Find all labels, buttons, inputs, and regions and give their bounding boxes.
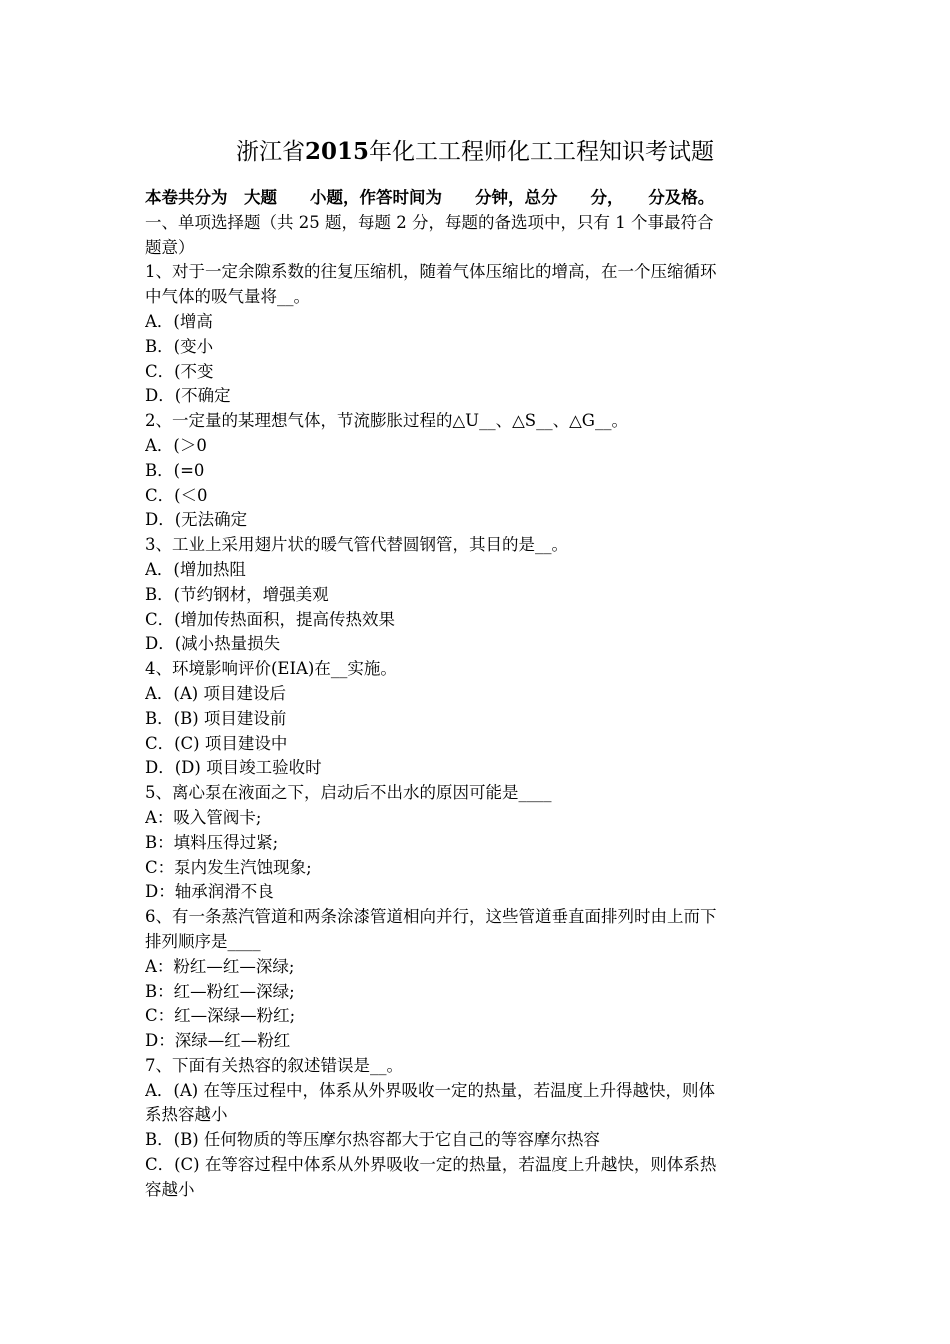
- question-3-stem: 3、工业上采用翅片状的暖气管代替圆钢管，其目的是__。: [145, 535, 568, 555]
- question-2-option-b: B．(=0: [145, 460, 205, 480]
- question-7-option-a-cont: 系热容越小: [145, 1105, 228, 1125]
- question-3-option-a: A．(增加热阻: [145, 559, 246, 579]
- question-6-option-c: C：红—深绿—粉红;: [145, 1006, 296, 1026]
- question-3-option-d: D．(减小热量损失: [145, 634, 281, 654]
- section-heading: 一、单项选择题（共 25 题，每题 2 分，每题的备选项中，只有 1 个事最符合: [145, 212, 714, 232]
- question-2-option-c: C．(＜0: [145, 485, 208, 505]
- question-6-line-1: 6、有一条蒸汽管道和两条涂漆管道相向并行，这些管道垂直面排列时由上而下: [145, 907, 717, 927]
- question-4-option-d: D．(D) 项目竣工验收时: [145, 758, 322, 778]
- question-7-option-c-cont: 容越小: [145, 1179, 195, 1199]
- question-2-option-d: D．(无法确定: [145, 510, 248, 530]
- exam-info: 本卷共分为 大题 小题，作答时间为 分钟，总分 分， 分及格。: [145, 188, 715, 207]
- question-1-line-2: 中气体的吸气量将__。: [145, 287, 310, 307]
- question-6-line-2: 排列顺序是____: [145, 931, 261, 951]
- question-3-option-c: C．(增加传热面积，提高传热效果: [145, 609, 396, 629]
- question-2-option-a: A．(＞0: [145, 435, 207, 455]
- question-1-option-c: C．(不变: [145, 361, 214, 381]
- question-3-option-b: B．(节约钢材，增强美观: [145, 584, 329, 604]
- question-4-option-a: A．(A) 项目建设后: [145, 683, 286, 703]
- question-6-option-d: D：深绿—红—粉红: [145, 1031, 291, 1051]
- question-7-stem: 7、下面有关热容的叙述错误是__。: [145, 1055, 403, 1075]
- question-5-option-a: A：吸入管阀卡;: [145, 807, 262, 827]
- question-1-option-a: A．(增高: [145, 311, 213, 331]
- question-6-option-a: A：粉红—红—深绿;: [145, 956, 295, 976]
- question-4-option-b: B．(B) 项目建设前: [145, 708, 287, 728]
- question-7-option-b: B．(B) 任何物质的等压摩尔热容都大于它自己的等容摩尔热容: [145, 1130, 600, 1150]
- document-body: [145, 186, 811, 1203]
- question-4-option-c: C．(C) 项目建设中: [145, 733, 288, 753]
- title-prefix: 浙江省: [235, 139, 305, 165]
- question-2-stem: 2、一定量的某理想气体，节流膨胀过程的△U__、△S__、△G__。: [145, 411, 628, 431]
- question-4-stem: 4、环境影响评价(EIA)在__实施。: [145, 659, 397, 679]
- question-7-option-c: C．(C) 在等容过程中体系从外界吸收一定的热量，若温度上升越快，则体系热: [145, 1155, 717, 1175]
- document-title: [0, 134, 950, 170]
- section-heading-cont: 题意）: [145, 237, 195, 257]
- question-6-option-b: B：红—粉红—深绿;: [145, 981, 295, 1001]
- question-1-option-d: D．(不确定: [145, 386, 231, 406]
- question-1-line-1: 1、对于一定余隙系数的往复压缩机，随着气体压缩比的增高，在一个压缩循环: [145, 262, 717, 282]
- question-1-option-b: B．(变小: [145, 336, 214, 356]
- question-5-option-b: B：填料压得过紧;: [145, 832, 279, 852]
- title-suffix: 年化工工程师化工工程知识考试题: [369, 139, 714, 165]
- question-5-option-d: D：轴承润滑不良: [145, 882, 274, 902]
- question-7-option-a: A．(A) 在等压过程中，体系从外界吸收一定的热量，若温度上升得越快，则体: [145, 1080, 715, 1100]
- question-5-option-c: C：泵内发生汽蚀现象;: [145, 857, 312, 877]
- question-5-stem: 5、离心泵在液面之下，启动后不出水的原因可能是____: [145, 783, 552, 803]
- title-year: 2015: [304, 138, 369, 165]
